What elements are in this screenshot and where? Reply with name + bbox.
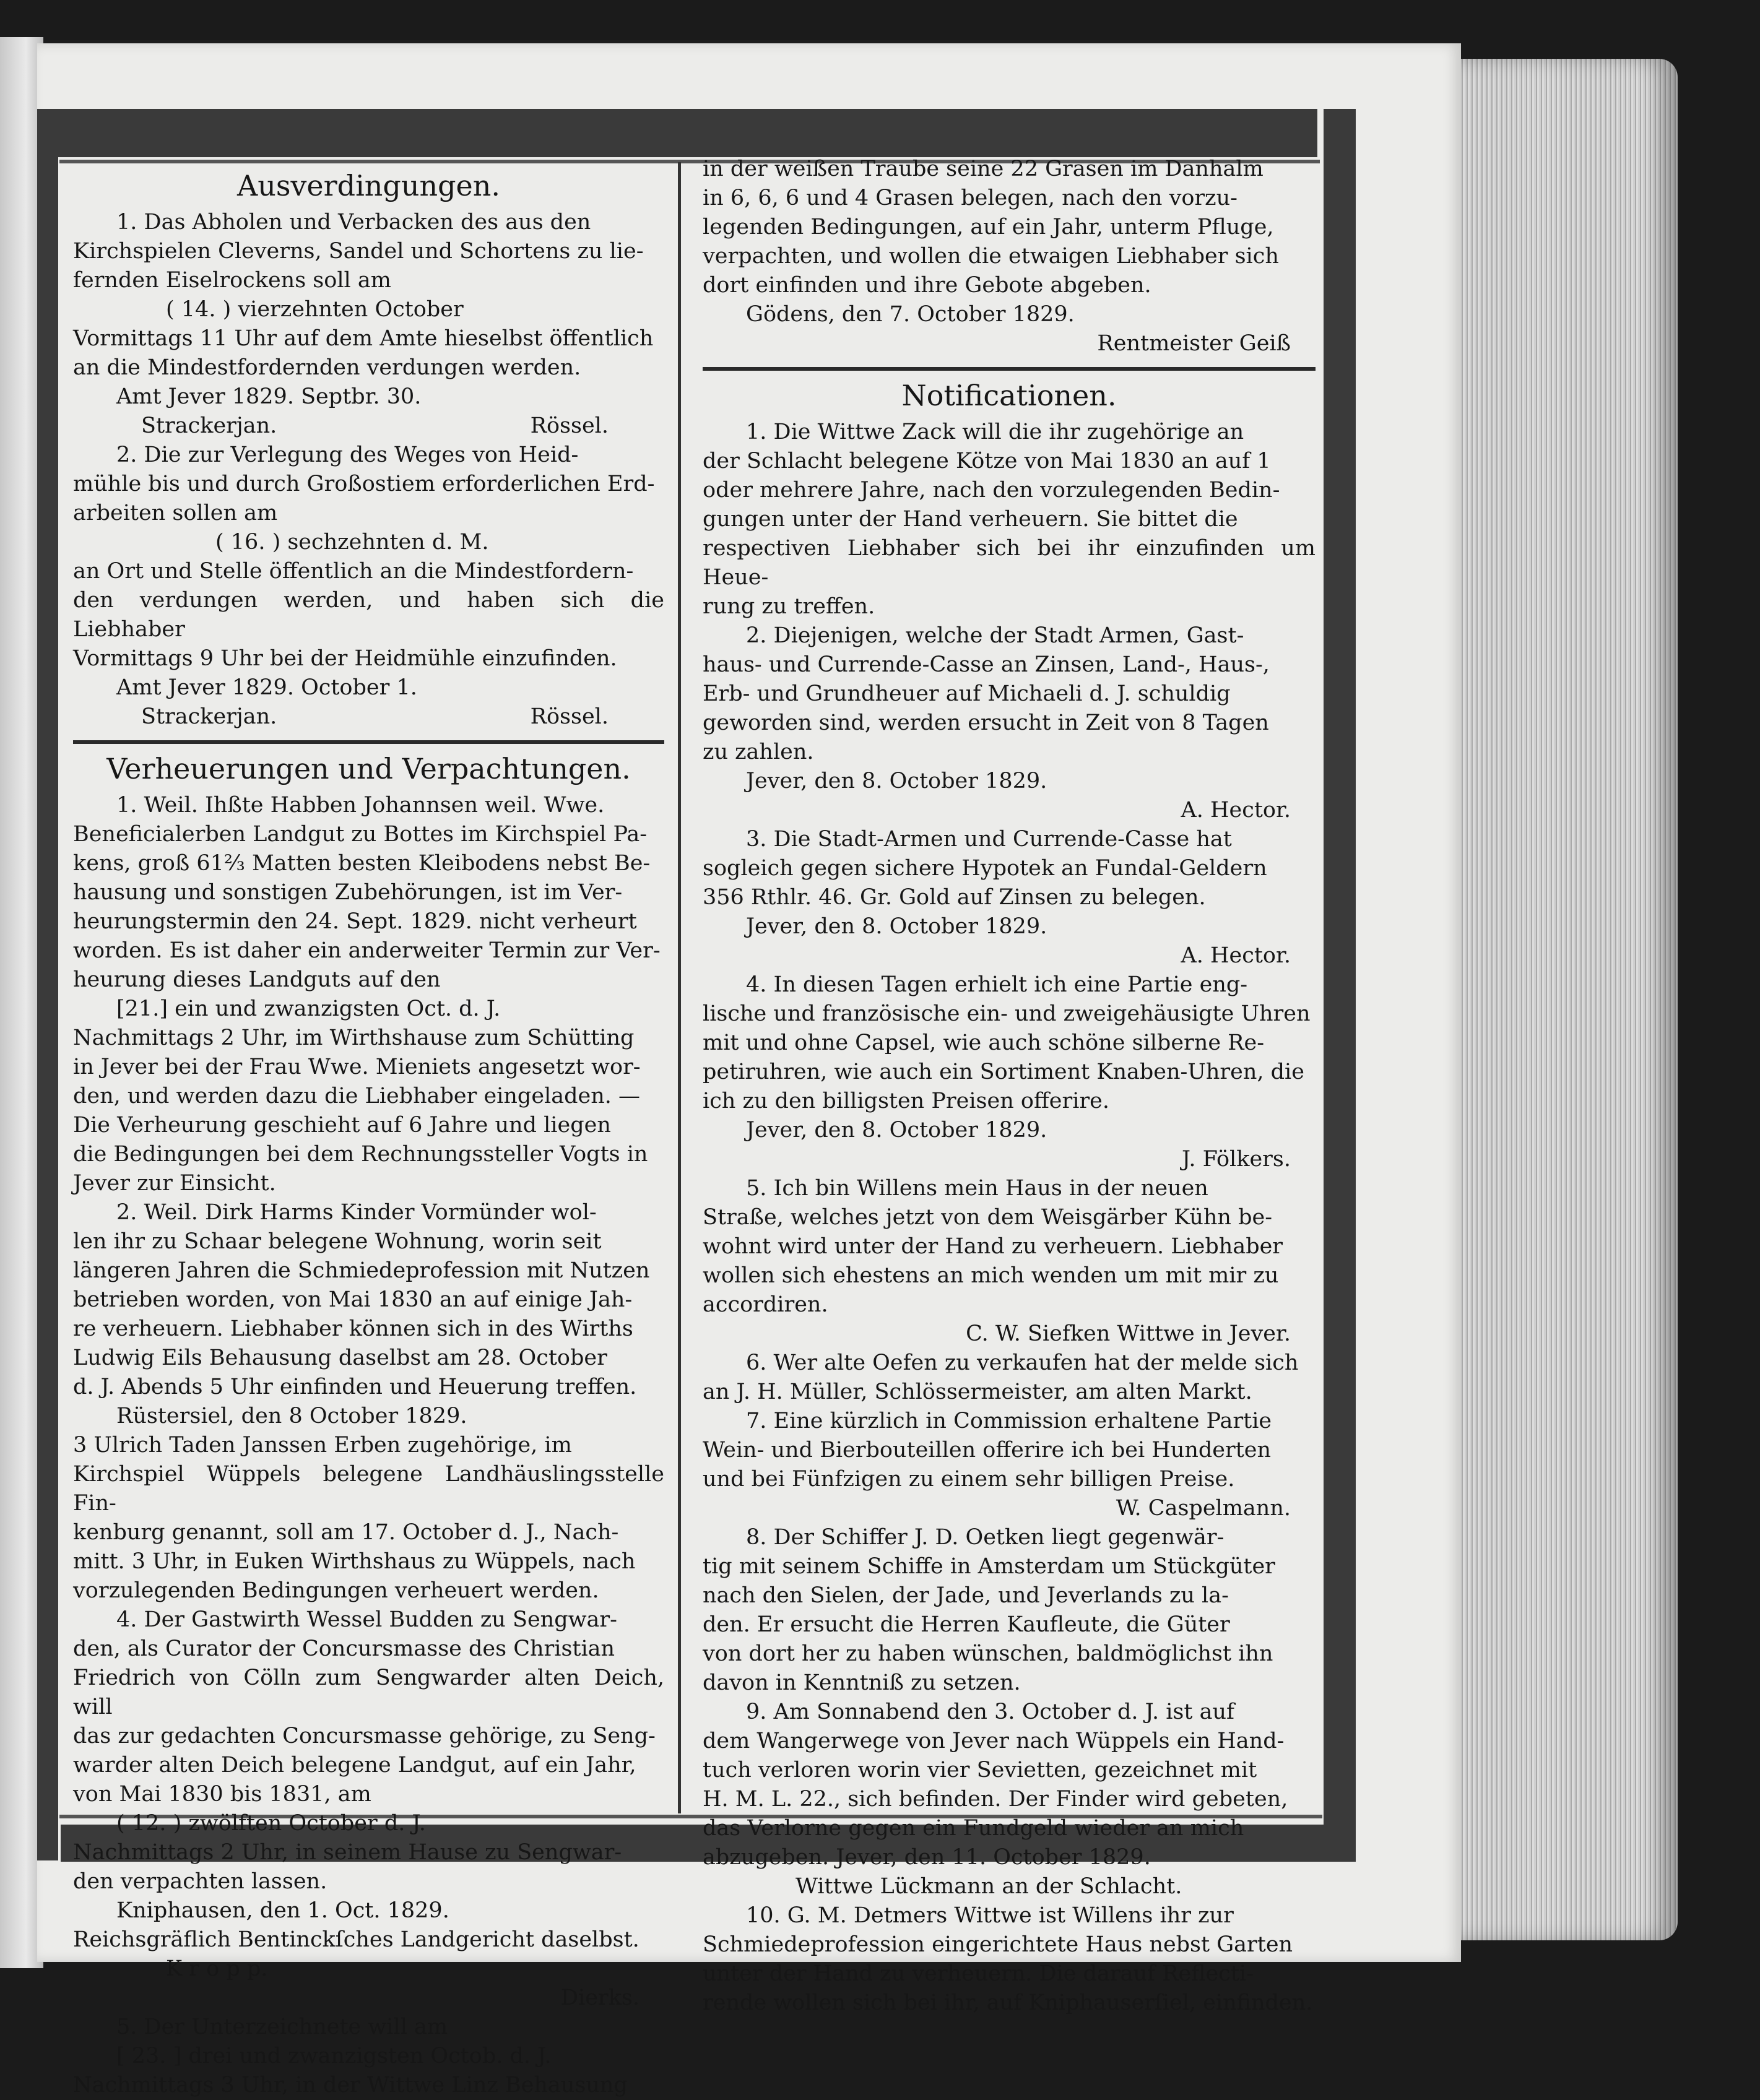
text-line: 6. Wer alte Oefen zu verkaufen hat der melde sich [746,1350,1299,1375]
text-line: d. J. Abends 5 Uhr einfinden und Heuerung treffen. [73,1375,637,1399]
signature-name: Rössel. [530,704,609,729]
text-line: dort einfinden und ihre Gebote abgeben. [703,273,1151,298]
text-line: 8. Der Schiffer J. D. Oetken liegt gegenwär- [746,1525,1225,1550]
text-line: den, als Curator der Concursmasse des Christian [73,1636,615,1661]
text-line: verpachten, und wollen die etwaigen Liebhaber sich [703,244,1279,269]
heading-ausverdingungen: Ausverdingungen. [236,169,501,202]
text-line: Rüstersiel, den 8 October 1829. [116,1404,467,1428]
text-line: mühle bis und durch Großostiem erforderlichen Erd- [73,472,655,496]
text-line: len ihr zu Schaar belegene Wohnung, worin seit [73,1229,602,1254]
text-line: Vormittags 9 Uhr bei der Heidmühle einzufinden. [73,646,617,671]
text-line: warder alten Deich belegene Landgut, auf ein Jahr, [73,1753,636,1778]
text-line: oder mehrere Jahre, nach den vorzulegenden Bedin- [703,478,1280,503]
text-line: den verpachten lassen. [73,1869,327,1894]
heading-verheuerungen: Verheuerungen und Verpachtungen. [106,752,631,785]
text-line: H. M. L. 22., sich befinden. Der Finder wird gebeten, [703,1787,1288,1812]
text-line: davon in Kenntniß zu setzen. [703,1670,1021,1695]
text-line: Jever zur Einsicht. [73,1171,276,1196]
text-line: Jever, den 8. October 1829. [746,1118,1047,1143]
text-line: hausung und sonstigen Zubehörungen, ist im Ver- [73,880,623,905]
section-rule [703,367,1316,371]
text-line: unter der Hand zu verheuern. Die darauf Reflecti- [703,1961,1254,1986]
text-line: von dort her zu haben wünschen, baldmöglichst ihn [703,1641,1273,1666]
book-page-edges [1455,59,1678,1940]
text-line: 2. Die zur Verlegung des Weges von Heid- [116,443,579,467]
border-top [50,109,1317,157]
text-line: Straße, welches jetzt von dem Weisgärber Kühn be- [703,1205,1273,1230]
text-line: wohnt wird unter der Hand zu verheuern. Liebhaber [703,1234,1283,1259]
text-line: 7. Eine kürzlich in Commission erhaltene Partie [746,1409,1272,1433]
text-line: längeren Jahren die Schmiedeprofession mit Nutzen [73,1258,650,1283]
text-line: den. Er ersucht die Herren Kaufleute, die Güter [703,1612,1230,1637]
text-line: 10. G. M. Detmers Wittwe ist Willens ihr zur [746,1903,1234,1928]
signature-line [73,412,664,441]
text-line: in der weißen Traube seine 22 Grasen im Danhalm [703,157,1264,181]
notificationen-body [703,418,1316,2018]
text-line: an Ort und Stelle öffentlich an die Mindestfordern- [73,559,634,584]
text-line: das Verlorne gegen ein Fundgeld wieder an mich [703,1816,1244,1841]
text-line: dem Wangerwege von Jever nach Wüppels ein Hand- [703,1729,1285,1753]
text-line: sogleich gegen sichere Hypotek an Fundal-Geldern [703,856,1267,881]
text-line: und bei Fünfzigen zu einem sehr billigen Preise. [703,1467,1235,1492]
text-line: 4. In diesen Tagen erhielt ich eine Partie eng- [746,972,1248,997]
text-line: haus- und Currende-Casse an Zinsen, Land-, Haus-, [703,652,1270,677]
text-line: 1. Das Abholen und Verbacken des aus den [116,210,591,235]
text-line: re verheuern. Liebhaber können sich in des Wirths [73,1316,633,1341]
text-line: tuch verloren worin vier Sevietten, gezeichnet mit [703,1758,1257,1782]
text-line: heurung dieses Landguts auf den [73,967,441,992]
text-line: kens, groß 61⅔ Matten besten Kleibodens nebst Be- [73,851,651,876]
text-line: 5. Der Unterzeichnete will am [116,2015,448,2039]
text-line: Vormittags 11 Uhr auf dem Amte hieselbst öffentlich [73,326,654,351]
border-left [37,109,58,1860]
text-line: Ludwig Eils Behausung daselbst am 28. October [73,1346,607,1370]
signature-name: Strackerjan. [141,704,277,729]
text-line: an J. H. Müller, Schlössermeister, am alten Markt. [703,1380,1252,1404]
heading-notificationen: Notificationen. [901,379,1117,412]
text-line: lische und französische ein- und zweigehäusigte Uhren [703,1001,1311,1026]
text-line: die Bedingungen bei dem Rechnungssteller Vogts in [73,1142,648,1167]
signature-name: Strackerjan. [141,413,277,438]
text-line: Wein- und Bierbouteillen offerire ich bei Hunderten [703,1438,1272,1463]
signature-name: Rössel. [530,413,609,438]
text-line: Jever, den 8. October 1829. [746,914,1047,939]
text-line: Wittwe Lückmann an der Schlacht. [795,1874,1182,1899]
text-line: Amt Jever 1829. Septbr. 30. [116,384,422,409]
text-line: in 6, 6, 6 und 4 Grasen belegen, nach den vorzu- [703,186,1238,210]
text-line: 3 Ulrich Taden Janssen Erben zugehörige, im [73,1433,572,1458]
text-line: 356 Rthlr. 46. Gr. Gold auf Zinsen zu belegen. [703,885,1206,910]
text-line: 4. Der Gastwirth Wessel Budden zu Sengwar- [116,1607,617,1632]
text-line: [21.] ein und zwanzigsten Oct. d. J. [116,996,501,1021]
text-line: Friedrich von Cölln zum Sengwarder alten Deich, will [73,1666,664,1719]
text-line: von Mai 1830 bis 1831, am [73,1782,371,1807]
text-line: ( 14. ) vierzehnten October [166,297,464,322]
text-line: tig mit seinem Schiffe in Amsterdam um Stückgüter [703,1554,1275,1579]
text-line: 2. Diejenigen, welche der Stadt Armen, Gast- [746,623,1244,648]
text-line: mit und ohne Capsel, wie auch schöne silberne Re- [703,1031,1265,1055]
continued-notice [703,155,1316,358]
signature-line [73,702,664,732]
text-line: C. W. Siefken Wittwe in Jever. [966,1321,1291,1346]
text-line: ( 12. ) zwölften October d. J. [116,1811,426,1836]
text-line: 3. Die Stadt-Armen und Currende-Casse hat [746,827,1232,852]
text-line: Jever, den 8. October 1829. [746,769,1047,793]
text-line: fernden Eiselrockens soll am [73,268,391,293]
text-line: accordiren. [703,1292,828,1317]
text-line: gungen unter der Hand verheuern. Sie bittet die [703,507,1238,532]
text-line: Nachmittags 2 Uhr, im Wirthshause zum Schütting [73,1026,635,1050]
text-line: [ 23. ] drei und zwanzigsten Octob. d. J. [116,2044,552,2068]
text-line: A. Hector. [1181,943,1291,968]
text-line: kenburg genannt, soll am 17. October d. J., Nach- [73,1520,619,1545]
text-line: Kirchspielen Cleverns, Sandel und Schortens zu lie- [73,239,644,264]
text-line: worden. Es ist daher ein anderweiter Termin zur Ver- [73,938,661,963]
text-line: J. Fölkers. [1182,1147,1291,1172]
text-line: Dierks. [561,1985,639,2010]
text-line: in Jever bei der Frau Wwe. Mieniets angesetzt wor- [73,1055,641,1079]
text-line: Amt Jever 1829. October 1. [116,675,417,700]
text-line: den verdungen werden, und haben sich die Liebhaber [73,588,664,642]
text-line: das zur gedachten Concursmasse gehörige, zu Seng- [73,1724,656,1748]
text-line: nach den Sielen, der Jade, und Jeverlands zu la- [703,1583,1229,1608]
text-line: W. Caspelmann. [1116,1496,1291,1521]
text-line: 1. Weil. Ihßte Habben Johannsen weil. Wwe. [116,793,605,818]
text-line: petiruhren, wie auch ein Sortiment Knaben-Uhren, die [703,1060,1304,1084]
text-line: 5. Ich bin Willens mein Haus in der neuen [746,1176,1208,1201]
text-line: ich zu den billigsten Preisen offerire. [703,1089,1110,1113]
text-line: rende wollen sich bei ihr, auf Kniphauserſiel, einfinden. [703,1990,1313,2015]
text-line: ( 16. ) sechzehnten d. M. [215,530,489,555]
text-line: legenden Bedingungen, auf ein Jahr, unterm Pfluge, [703,215,1274,240]
column-divider [678,162,681,1813]
text-line: Beneficialerben Landgut zu Bottes im Kirchspiel Pa- [73,822,648,847]
text-line: geworden sind, werden ersucht in Zeit von 8 Tagen [703,711,1269,735]
text-line: 2. Weil. Dirk Harms Kinder Vormünder wol- [116,1200,597,1225]
border-right [1324,109,1356,1860]
text-line: wollen sich ehestens an mich wenden um mit mir zu [703,1263,1279,1288]
text-line: heurungstermin den 24. Sept. 1829. nicht verheurt [73,909,637,934]
text-line: mitt. 3 Uhr, in Euken Wirthshaus zu Wüppels, nach [73,1549,636,1574]
text-line: Nachmittags 2 Uhr, in seinem Hause zu Sengwar- [73,1840,622,1865]
text-line: arbeiten sollen am [73,501,278,525]
text-line: vorzulegenden Bedingungen verheuert werden. [73,1578,599,1603]
text-line: 1. Die Wittwe Zack will die ihr zugehörige an [746,420,1244,444]
text-line: 9. Am Sonnabend den 3. October d. J. ist auf [746,1700,1234,1724]
text-line: den, und werden dazu die Liebhaber eingeladen. — [73,1084,640,1108]
text-line: Reichsgräflich Bentinckſches Landgericht daselbst. [73,1927,639,1952]
text-line: rung zu treffen. [703,594,875,619]
text-line: an die Mindestfordernden verdungen werden. [73,355,581,380]
text-line: Die Verheurung geschieht auf 6 Jahre und liegen [73,1113,611,1138]
text-line: Erb- und Grundheuer auf Michaeli d. J. schuldig [703,681,1231,706]
text-line: Rentmeister Geiß [1097,331,1291,356]
text-line: Gödens, den 7. October 1829. [746,302,1075,327]
text-line: Schmiedeprofession eingerichtete Haus nebst Garten [703,1932,1293,1957]
text-line: zu zahlen. [703,740,814,764]
text-line: respectiven Liebhaber sich bei ihr einzufinden um Heue- [703,536,1316,590]
text-line: Nachmittags 3 Uhr, in der Wittwe Linz Behausung [73,2073,628,2098]
text-line: der Schlacht belegene Kötze von Mai 1830 an auf 1 [703,449,1271,473]
right-column [703,155,1316,2018]
section-rule [73,740,664,744]
text-line: abzugeben. Jever, den 11. October 1829. [703,1845,1151,1870]
text-line: Kniphausen, den 1. Oct. 1829. [116,1898,449,1923]
text-line: K r o p p. [166,1956,268,1981]
text-line: Kirchspiel Wüppels belegene Landhäuslingsstelle Fin- [73,1462,664,1516]
left-column [73,162,664,2100]
text-line: betrieben worden, von Mai 1830 an auf einige Jah- [73,1287,633,1312]
verheuerungen-body [73,791,664,2100]
text-line: A. Hector. [1181,798,1291,823]
